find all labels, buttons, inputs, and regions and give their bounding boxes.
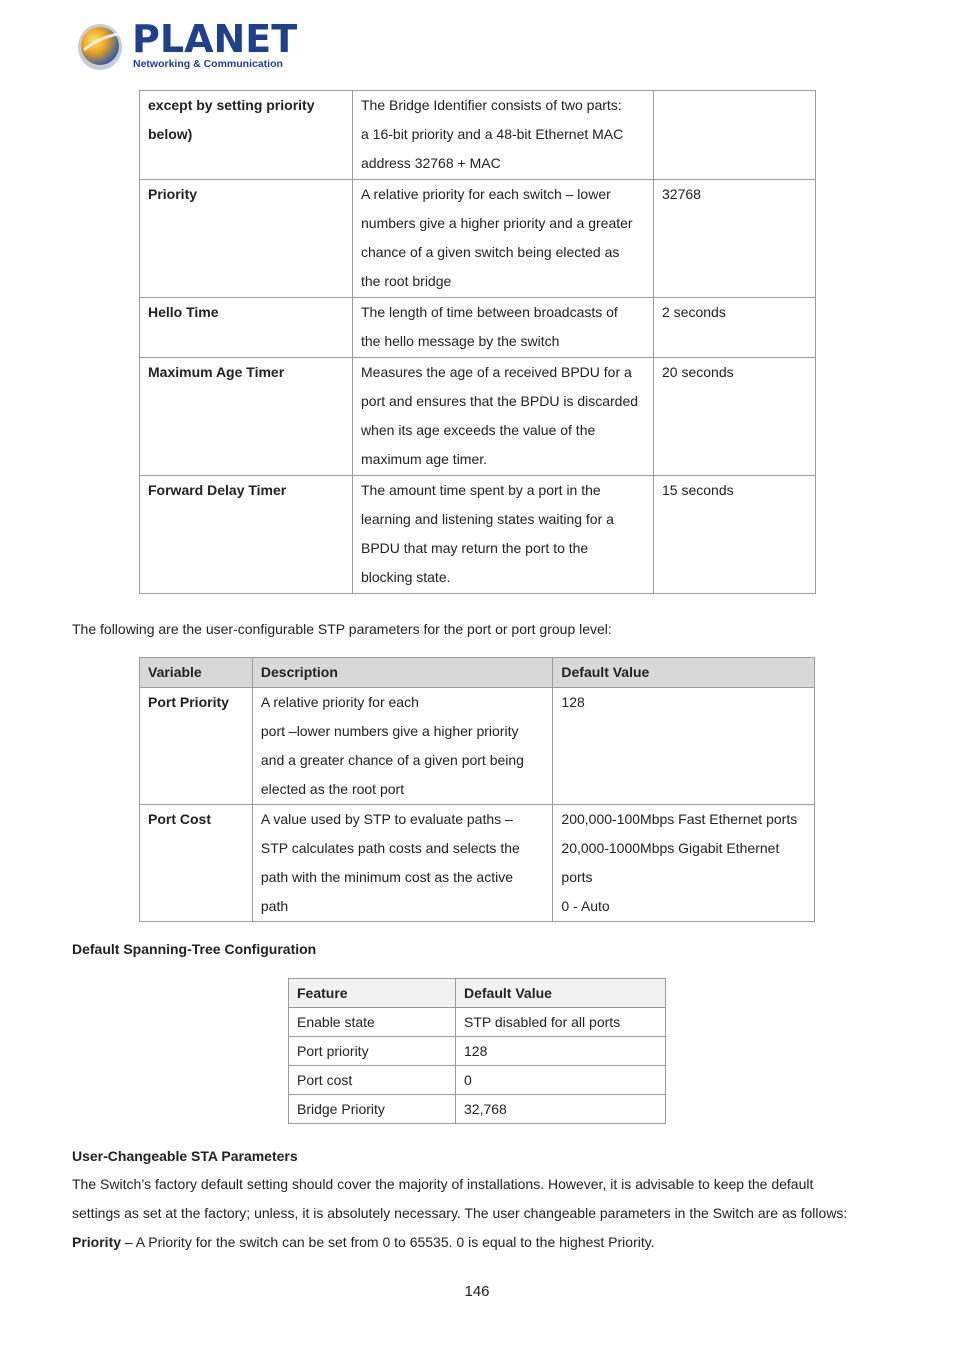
brand-tagline: Networking & Communication <box>133 58 283 70</box>
variable-cell <box>140 476 353 594</box>
default-cell-line: 128 <box>561 694 585 710</box>
default-cell <box>654 358 816 476</box>
value-cell: 32,768 <box>456 1095 666 1124</box>
page-number: 146 <box>464 1283 490 1300</box>
description-cell-line: The Bridge Identifier consists of two parts: <box>361 97 622 113</box>
variable-cell <box>140 180 353 298</box>
description-cell-line: the hello message by the switch <box>361 333 560 349</box>
default-cell-line: 20 seconds <box>662 364 734 380</box>
description-cell-line: the root bridge <box>361 273 452 289</box>
description-cell <box>252 805 553 922</box>
feature-cell: Port priority <box>289 1037 456 1066</box>
header-default-value: Default Value <box>456 979 666 1008</box>
description-cell-line: STP calculates path costs and selects the <box>260 840 520 856</box>
table-header-row <box>140 658 815 688</box>
variable-cell-line: except by setting priority <box>148 97 315 113</box>
sta-paragraph-line-1: The Switch’s factory default setting should cover the majority of installations. However, it is advisable to keep the default <box>72 1176 814 1192</box>
description-cell <box>353 476 654 594</box>
default-cell-line: 200,000-100Mbps Fast Ethernet ports <box>561 811 798 827</box>
table-row <box>289 1037 666 1066</box>
port-parameters-table <box>139 657 815 922</box>
default-cell-line: 20,000-1000Mbps Gigabit Ethernet <box>561 840 780 856</box>
value-cell: STP disabled for all ports <box>456 1008 666 1037</box>
description-cell-line: A relative priority for each <box>260 694 419 710</box>
description-cell-line: and a greater chance of a given port being <box>260 752 524 768</box>
variable-cell-line: below) <box>148 126 193 142</box>
description-cell-line: blocking state. <box>361 569 451 585</box>
variable-cell-line: Forward Delay Timer <box>148 482 287 498</box>
default-cell <box>654 476 816 594</box>
description-cell <box>353 180 654 298</box>
description-cell-line: A relative priority for each switch – lower <box>361 186 611 202</box>
description-cell-line: elected as the root port <box>260 781 405 797</box>
sta-heading: User-Changeable STA Parameters <box>72 1148 298 1164</box>
table-row <box>289 1008 666 1037</box>
default-config-heading: Default Spanning-Tree Configuration <box>72 941 317 957</box>
default-config-table <box>288 978 666 1124</box>
description-cell-line: port and ensures that the BPDU is discarded <box>361 393 639 409</box>
header-description: Description <box>252 658 553 688</box>
description-cell <box>252 688 553 805</box>
description-cell-line: A value used by STP to evaluate paths – <box>260 811 513 827</box>
default-cell-line: 32768 <box>662 186 701 202</box>
variable-cell-line: Port Cost <box>148 811 211 827</box>
planet-logo <box>76 17 298 74</box>
default-cell <box>654 298 816 358</box>
table-row <box>140 298 816 358</box>
variable-cell <box>140 805 253 922</box>
description-cell-line: address 32768 + MAC <box>361 155 501 171</box>
feature-cell: Bridge Priority <box>289 1095 456 1124</box>
variable-cell <box>140 688 253 805</box>
default-cell-line: 0 - Auto <box>561 898 610 914</box>
table-row <box>140 358 816 476</box>
value-cell: 128 <box>456 1037 666 1066</box>
description-cell-line: numbers give a higher priority and a greater <box>361 215 633 231</box>
description-cell-line: when its age exceeds the value of the <box>361 422 596 438</box>
variable-cell-line: Maximum Age Timer <box>148 364 285 380</box>
description-cell-line: maximum age timer. <box>361 451 488 467</box>
default-cell <box>553 688 815 805</box>
description-cell-line: The amount time spent by a port in the <box>361 482 601 498</box>
default-cell-line: ports <box>561 869 593 885</box>
globe-icon <box>76 20 126 72</box>
default-cell <box>654 91 816 180</box>
port-intro-text: The following are the user-configurable STP parameters for the port or port group level: <box>72 621 612 637</box>
description-cell-line: a 16-bit priority and a 48-bit Ethernet MAC <box>361 126 624 142</box>
description-cell-line: port –lower numbers give a higher priority <box>260 723 519 739</box>
table-row <box>140 91 816 180</box>
default-cell-line <box>662 91 807 120</box>
variable-cell <box>140 358 353 476</box>
description-cell-line: path with the minimum cost as the active <box>260 869 513 885</box>
description-cell-line: chance of a given switch being elected as <box>361 244 620 260</box>
feature-cell: Enable state <box>289 1008 456 1037</box>
default-cell <box>553 805 815 922</box>
variable-cell-line: Hello Time <box>148 304 219 320</box>
description-cell-line: The length of time between broadcasts of <box>361 304 618 320</box>
description-cell-line: Measures the age of a received BPDU for a <box>361 364 632 380</box>
priority-label: Priority <box>72 1234 122 1250</box>
description-cell <box>353 298 654 358</box>
header-default: Default Value <box>553 658 815 688</box>
table-row <box>289 1066 666 1095</box>
table-row <box>140 688 815 805</box>
description-cell <box>353 358 654 476</box>
header-feature: Feature <box>289 979 456 1008</box>
variable-cell-line: Port Priority <box>148 694 229 710</box>
sta-paragraph-line-2: settings as set at the factory; unless, it is absolutely necessary. The user changeable parameters in the Switch are as follows: <box>72 1205 848 1221</box>
description-cell <box>353 91 654 180</box>
table-row <box>140 180 816 298</box>
priority-text: – A Priority for the switch can be set from 0 to 65535. 0 is equal to the highest Priority. <box>121 1234 655 1250</box>
table-header-row <box>289 979 666 1008</box>
table-row <box>140 805 815 922</box>
variable-cell-line: Priority <box>148 186 198 202</box>
bridge-parameters-table <box>139 90 816 594</box>
description-cell-line: learning and listening states waiting for a <box>361 511 614 527</box>
feature-cell: Port cost <box>289 1066 456 1095</box>
brand-name: PLANET <box>132 17 298 61</box>
variable-cell <box>140 91 353 180</box>
header-variable: Variable <box>140 658 253 688</box>
table-row <box>289 1095 666 1124</box>
default-cell-line: 2 seconds <box>662 304 726 320</box>
table-row <box>140 476 816 594</box>
description-cell-line: path <box>260 898 289 914</box>
default-cell-line: 15 seconds <box>662 482 734 498</box>
value-cell: 0 <box>456 1066 666 1095</box>
priority-paragraph <box>72 1232 655 1252</box>
variable-cell <box>140 298 353 358</box>
description-cell-line: BPDU that may return the port to the <box>361 540 589 556</box>
default-cell <box>654 180 816 298</box>
